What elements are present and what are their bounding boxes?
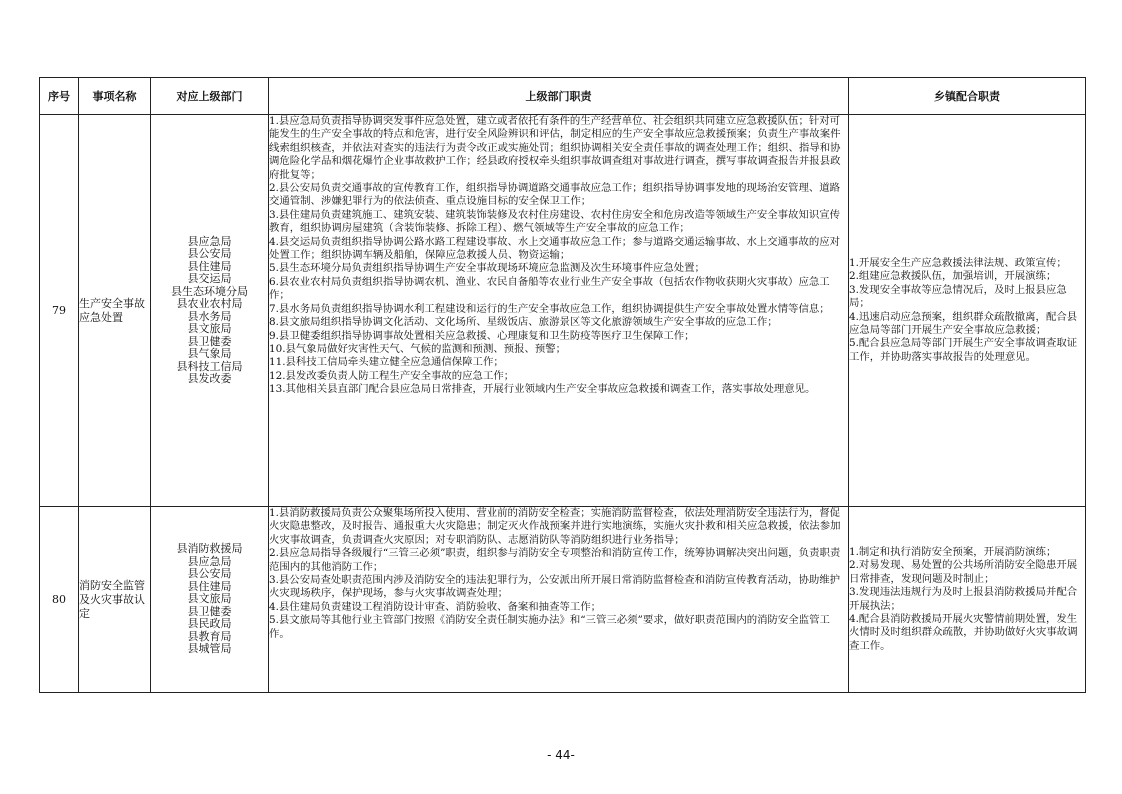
coop-item: 2.对易发现、易处置的公共场所消防安全隐患开展日常排查，发现问题及时制止； (849, 559, 1078, 585)
row-item-name: 生产安全事故应急处置 (79, 115, 151, 507)
dept-item: 县交运局 (187, 272, 232, 285)
header-superior-duties: 上级部门职责 (269, 78, 849, 115)
row-township-duties (849, 115, 1086, 507)
dept-item: 县水务局 (187, 309, 232, 323)
coop-item: 5.配合县应急局等部门开展生产安全事故调查取证工作，并协助落实事故报告的处理意见。 (849, 337, 1078, 363)
dept-item: 县气象局 (187, 347, 232, 360)
dept-item: 县民政局 (187, 617, 232, 631)
dept-item: 县城管局 (187, 642, 232, 656)
row-dept-list (151, 115, 269, 507)
responsibility-table (39, 77, 1086, 693)
header-dept: 对应上级部门 (151, 78, 269, 115)
duty-item: 2.县公安局负责交通事故的宣传教育工作，组织指导协调道路交通事故应急工作；组织指导协调事发地的现场治安管理、道路交通管制、涉嫌犯罪行为的依法侦查、重点设施目标的安全保卫工作； (269, 182, 841, 208)
duty-item: 1.县应急局负责指导协调突发事件应急处置，建立或者依托有条件的生产经营单位、社会组织共同建立应急救援队伍；针对可能发生的生产安全事故的特点和危害，进行安全风险辨识和评估，制定相应的生产安全事故应急救援预案；负责生产事故案件线索组织核查，并依法对查实的违法行为责令改正或实施处罚；组织协调相关安全责任事故的调查处理工作；组织、指导和协调危险化学品和烟花爆竹企业事故救护工作；经县政府授权牵头组织事故调查组对事故进行调查，撰写事故调查报告并报县政府批复等； (269, 115, 841, 181)
coop-item: 4.迅速启动应急预案，组织群众疏散撤离，配合县应急局等部门开展生产安全事故应急救援； (849, 310, 1078, 336)
row-dept-list (151, 507, 269, 693)
duty-item: 4.县交运局负责组织指导协调公路水路工程建设事故、水上交通事故应急工作；参与道路交通运输事故、水上交通事故的应对处置工作；组织协调车辆及船舶，保障应急救援人员、物资运输； (269, 235, 841, 262)
coop-item: 4.配合县消防救援局开展火灾警情前期处置，发生火情时及时组织群众疏散，并协助做好火灾事故调查工作。 (849, 612, 1078, 652)
dept-item: 县文旅局 (187, 592, 232, 606)
duty-item: 5.县生态环境分局负责组织指导协调生产安全事故现场环境应急监测及次生环境事件应急处置； (269, 262, 705, 275)
header-item-name: 事项名称 (79, 78, 151, 115)
row-seq: 80 (40, 507, 79, 693)
duty-item: 9.县卫健委组织指导协调事故处置相关应急救援、心理康复和卫生防疫等医疗卫生保障工作； (269, 329, 695, 342)
coop-item: 3.发现安全事故等应急情况后，及时上报县应急局； (849, 283, 1067, 310)
table-row (40, 115, 1086, 507)
coop-item: 3.发现违法违规行为及时上报县消防救援局并配合开展执法； (849, 586, 1078, 612)
dept-item: 县应急局 (187, 554, 232, 568)
dept-item: 县卫健委 (187, 604, 232, 618)
dept-item: 县文旅局 (187, 322, 232, 335)
duty-item: 5.县文旅局等其他行业主管部门按照《消防安全责任制实施办法》和“三管三必须”要求，做好职责范围内的消防安全监管工作。 (269, 614, 830, 640)
dept-item: 县教育局 (187, 629, 232, 643)
header-seq: 序号 (40, 78, 79, 115)
duty-item: 3.县住建局负责建筑施工、建筑安装、建筑装饰装修及农村住房建设、农村住房安全和危房改造等领域生产安全事故知识宣传教育，组织协调房屋建筑（含装饰装修、拆除工程）、燃气领域等生产安全事故的应急工作； (269, 208, 841, 235)
dept-item: 县消防救援局 (176, 542, 243, 556)
duty-item: 1.县消防救援局负责公众聚集场所投入使用、营业前的消防安全检查；实施消防监督检查，依法处理消防安全违法行为，督促火灾隐患整改，及时报告、通报重大火灾隐患；制定灭火作战预案并进行实地演练，实施火灾扑救和相关应急救援，依法参加火灾事故调查，负责调查火灾原因；对专职消防队、志愿消防队等消防组织进行业务指导； (269, 507, 841, 546)
duty-item: 3.县公安局查处职责范围内涉及消防安全的违法犯罪行为，公安派出所开展日常消防监督检查和消防宣传教育活动，协助维护火灾现场秩序，保护现场，参与火灾事故调查处理； (269, 574, 841, 600)
coop-item: 2.组建应急救援队伍，加强培训，开展演练； (849, 270, 1057, 283)
dept-item: 县住建局 (187, 579, 232, 593)
duty-item: 13.其他相关县直部门配合县应急局日常排查，开展行业领域内生产安全事故应急救援和调查工作，落实事故处理意见。 (269, 383, 816, 396)
duty-item: 7.县水务局负责组织指导协调水利工程建设和运行的生产安全事故应急工作，组织协调提供生产安全事故处置水情等信息； (269, 302, 830, 315)
row-superior-duties (269, 507, 849, 693)
dept-item: 县生态环境分局 (171, 284, 248, 298)
duty-item: 10.县气象局做好灾害性天气、气候的监测和预测、预报、预警； (269, 342, 567, 355)
table-header-row (40, 78, 1086, 115)
dept-item: 县发改委 (187, 372, 232, 385)
duty-item: 2.县应急局指导各级履行“三管三必须”职责，组织参与消防安全专项整治和消防宣传工作，统筹协调解决突出问题，负责职责范围内的其他消防工作； (269, 547, 841, 573)
row-township-duties (849, 507, 1086, 693)
dept-item: 县住建局 (187, 259, 232, 273)
table-row (40, 507, 1086, 693)
dept-item: 县农业农村局 (176, 297, 243, 310)
row-superior-duties (269, 115, 849, 507)
duty-item: 8.县文旅局组织指导协调文化活动、文化场所、星级饭店、旅游景区等文化旅游领域生产安全事故的应急工作； (269, 316, 778, 329)
dept-item: 县公安局 (187, 247, 232, 260)
duty-item: 4.县住建局负责建设工程消防设计审查、消防验收、备案和抽查等工作； (269, 600, 602, 613)
duty-item: 6.县农业农村局负责组织指导协调农机、渔业、农民自备船等农业行业生产安全事故（包括农作物收获期火灾事故）应急工作； (269, 275, 830, 302)
duty-item: 11.县科技工信局牵头建立健全应急通信保障工作； (269, 356, 504, 369)
duty-item: 12.县发改委负责人防工程生产安全事故的应急工作； (269, 369, 515, 382)
page-number: - 44- (547, 748, 575, 762)
header-township-duties: 乡镇配合职责 (849, 78, 1086, 115)
dept-item: 县公安局 (187, 567, 232, 581)
coop-item: 1.开展安全生产应急救援法律法规、政策宣传； (849, 256, 1067, 269)
coop-item: 1.制定和执行消防安全预案，开展消防演练； (849, 545, 1057, 558)
dept-item: 县卫健委 (187, 334, 232, 348)
dept-item: 县应急局 (187, 234, 232, 248)
row-item-name: 消防安全监管及火灾事故认定 (79, 507, 151, 693)
row-seq: 79 (40, 115, 79, 507)
dept-item: 县科技工信局 (176, 359, 243, 373)
